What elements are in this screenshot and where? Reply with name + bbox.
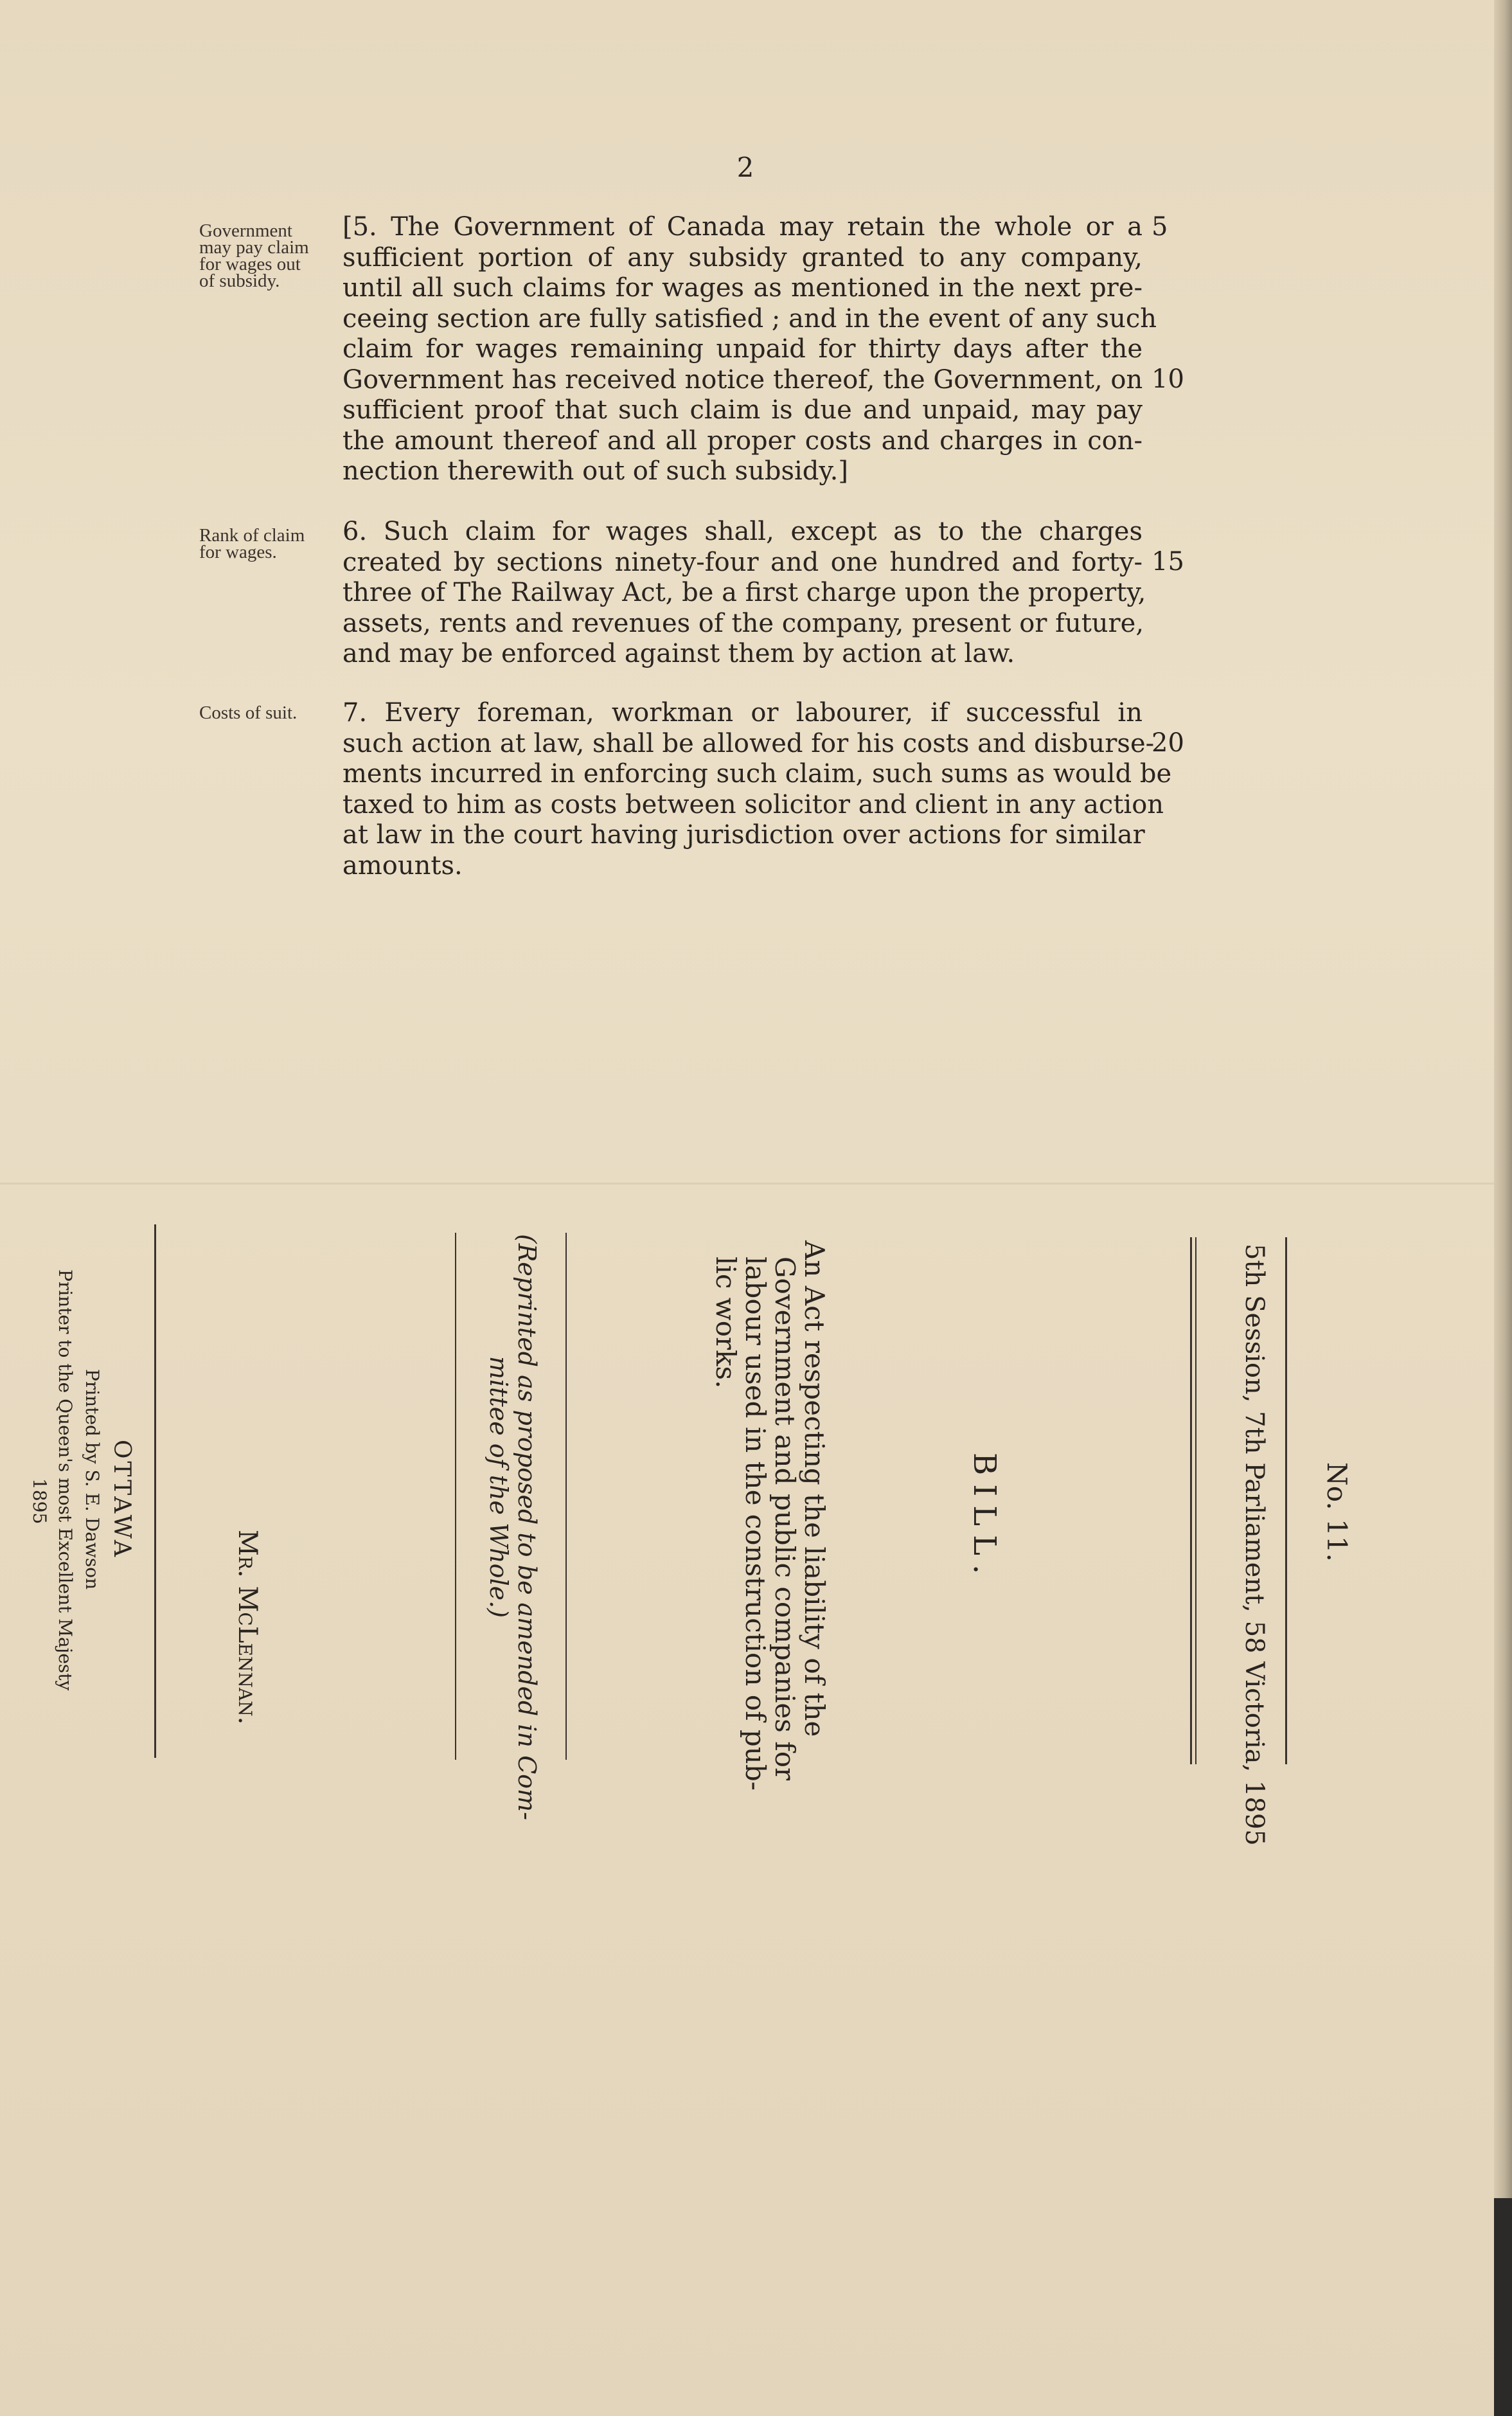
- page-edge: [1494, 0, 1512, 2416]
- margin-note-section-6: [199, 527, 341, 560]
- margin-note-section-7: [199, 704, 341, 721]
- section-line: such action at law, shall be allowed for his costs and disburse-: [342, 728, 1155, 758]
- section-line: Government has received notice thereof, the Government, on: [342, 364, 1143, 395]
- cover-rule: [565, 1233, 567, 1760]
- section-5: [342, 212, 1157, 487]
- page-number: 2: [736, 152, 754, 183]
- bill-title: [711, 1257, 740, 1388]
- section-line: three of The Railway Act, be a first charge upon the property,: [342, 578, 1146, 607]
- section-6: [342, 517, 1146, 670]
- margin-note-section-5: [199, 222, 341, 289]
- page-fold: [0, 1183, 1512, 1185]
- section-line: 6. Such claim for wages shall, except as to the charges: [342, 517, 1143, 546]
- margin-note-line: Government: [199, 220, 292, 241]
- section-line: ceeing section are fully satisfied ; and in the event of any such: [342, 303, 1157, 334]
- reprint-note: (Reprinted as proposed to be amended in Com-: [513, 1234, 541, 1820]
- printer-line: Printed by S. E. Dawson: [82, 1369, 103, 1590]
- sponsor: Mr. McLennan.: [233, 1530, 262, 1725]
- section-line: ments incurred in enforcing such claim, such sums as would be: [342, 759, 1172, 789]
- cover-rule: [1190, 1237, 1192, 1764]
- line-number: 20: [1152, 728, 1184, 758]
- section-line: the amount thereof and all proper costs and charges in con-: [342, 425, 1143, 456]
- bill-title: [799, 1240, 829, 1737]
- printer-city: OTTAWA: [109, 1440, 135, 1559]
- margin-note-line: may pay claim: [199, 237, 309, 258]
- cover-rule: [1285, 1237, 1287, 1764]
- section-line: claim for wages remaining unpaid for thirty days after the: [342, 334, 1143, 364]
- line-number: 10: [1152, 364, 1184, 394]
- margin-note-line: for wages.: [199, 542, 277, 562]
- cover-rule: [154, 1224, 156, 1758]
- section-line: until all such claims for wages as mentioned in the next pre-: [342, 273, 1143, 303]
- bill-title-line: An Act respecting the liability of the: [799, 1240, 830, 1737]
- bill-title-line: Government and public companies for: [769, 1257, 801, 1781]
- section-line: sufficient portion of any subsidy granted to any company,: [342, 242, 1143, 273]
- reprint-note: mittee of the Whole.): [485, 1356, 513, 1618]
- cover-rule: [455, 1233, 456, 1760]
- section-line: assets, rents and revenues of the company, present or future,: [342, 608, 1144, 638]
- bill-title: [770, 1257, 799, 1780]
- bill-title-line: labour used in the construction of pub-: [740, 1257, 771, 1791]
- section-line: 7. Every foreman, workman or labourer, if successful in: [342, 698, 1143, 728]
- section-line: [5. The Government of Canada may retain the whole or a: [342, 212, 1143, 242]
- line-number: 15: [1152, 547, 1184, 577]
- section-line: amounts.: [342, 850, 463, 881]
- section-line: created by sections ninety-four and one hundred and forty-: [342, 547, 1143, 577]
- printer-year: 1895: [29, 1478, 50, 1525]
- page-edge-shadow: [1494, 2198, 1512, 2416]
- bill-title-line: lic works.: [710, 1257, 742, 1389]
- margin-note-line: for wages out: [199, 254, 301, 274]
- margin-note-line: of subsidy.: [199, 271, 280, 291]
- section-line: and may be enforced against them by action at law.: [342, 639, 1015, 668]
- section-line: nection therewith out of such subsidy.]: [342, 456, 848, 486]
- margin-note-line: Costs of suit.: [199, 702, 298, 723]
- section-line: sufficient proof that such claim is due and unpaid, may pay: [342, 395, 1143, 425]
- session-line: 5th Session, 7th Parliament, 58 Victoria, 1895: [1240, 1244, 1269, 1846]
- bill-number: No. 11.: [1321, 1462, 1353, 1562]
- line-number: 5: [1152, 212, 1168, 242]
- bill-heading: BILL.: [966, 1453, 1002, 1584]
- section-line: at law in the court having jurisdiction over actions for similar: [342, 820, 1145, 850]
- section-line: taxed to him as costs between solicitor and client in any action: [342, 789, 1164, 819]
- bill-title: [740, 1257, 770, 1791]
- cover-rule: [1195, 1237, 1196, 1764]
- margin-note-line: Rank of claim: [199, 525, 305, 546]
- printer-line: Printer to the Queen's most Excellent Majesty: [55, 1269, 76, 1691]
